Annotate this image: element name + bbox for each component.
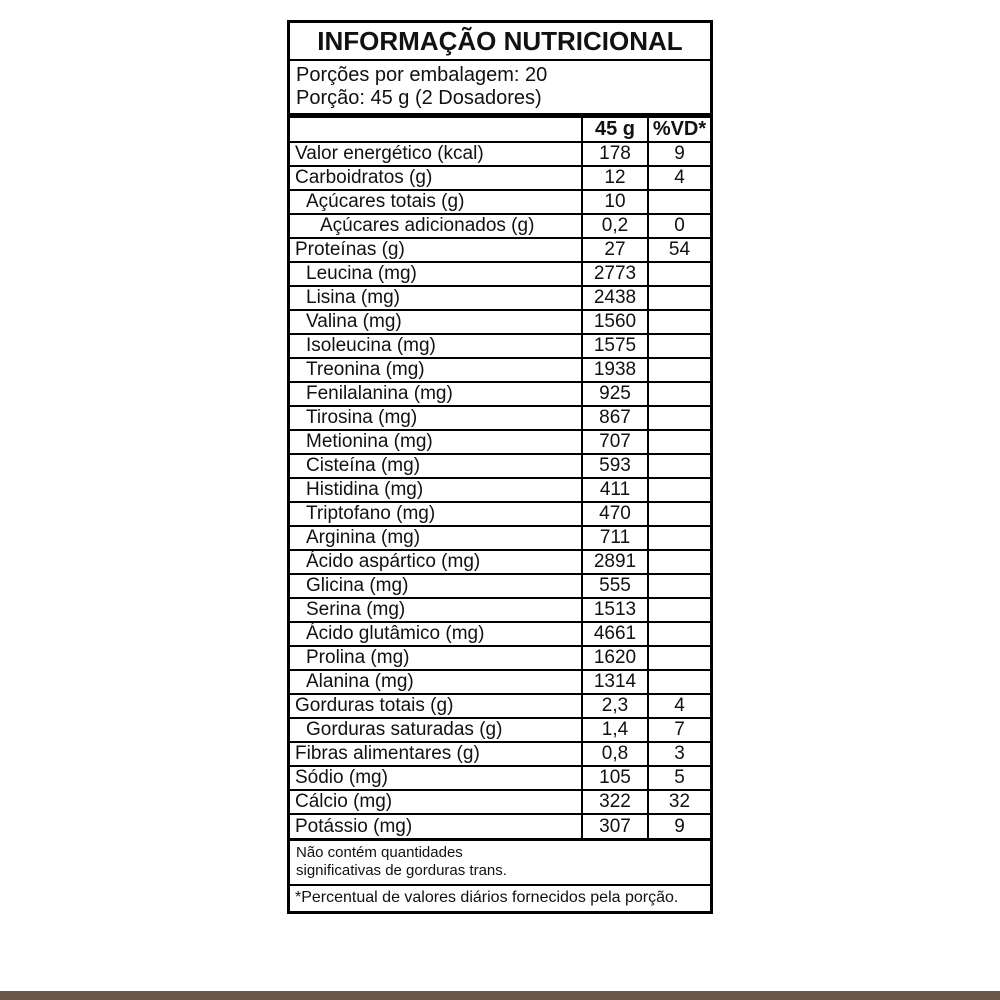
table-row bbox=[290, 310, 710, 334]
row-amount: 1560 bbox=[582, 310, 648, 334]
table-row bbox=[290, 622, 710, 646]
row-amount: 925 bbox=[582, 382, 648, 406]
row-label: Treonina (mg) bbox=[290, 358, 582, 382]
row-vd: 3 bbox=[648, 742, 710, 766]
table-row bbox=[290, 454, 710, 478]
nutrition-facts-label bbox=[287, 20, 713, 914]
table-row bbox=[290, 262, 710, 286]
row-label: Açúcares totais (g) bbox=[290, 190, 582, 214]
row-vd bbox=[648, 502, 710, 526]
row-vd bbox=[648, 598, 710, 622]
row-label: Ácido glutâmico (mg) bbox=[290, 622, 582, 646]
row-amount: 10 bbox=[582, 190, 648, 214]
table-row bbox=[290, 766, 710, 790]
row-amount: 0,8 bbox=[582, 742, 648, 766]
table-row bbox=[290, 238, 710, 262]
row-vd bbox=[648, 334, 710, 358]
row-vd bbox=[648, 358, 710, 382]
row-label: Valina (mg) bbox=[290, 310, 582, 334]
row-vd bbox=[648, 454, 710, 478]
row-amount: 1938 bbox=[582, 358, 648, 382]
row-vd: 4 bbox=[648, 166, 710, 190]
row-vd bbox=[648, 382, 710, 406]
table-row bbox=[290, 286, 710, 310]
table-header-row bbox=[290, 118, 710, 142]
row-amount: 1620 bbox=[582, 646, 648, 670]
nutrition-table bbox=[290, 118, 710, 838]
row-amount: 2773 bbox=[582, 262, 648, 286]
row-vd bbox=[648, 190, 710, 214]
row-vd: 4 bbox=[648, 694, 710, 718]
row-amount: 2,3 bbox=[582, 694, 648, 718]
col-header-empty bbox=[290, 118, 582, 142]
row-amount: 12 bbox=[582, 166, 648, 190]
table-row bbox=[290, 574, 710, 598]
table-row bbox=[290, 334, 710, 358]
trans-fat-note-line1: Não contém quantidades bbox=[296, 844, 463, 861]
row-vd bbox=[648, 430, 710, 454]
row-vd bbox=[648, 262, 710, 286]
row-label: Isoleucina (mg) bbox=[290, 334, 582, 358]
row-amount: 2891 bbox=[582, 550, 648, 574]
row-label: Serina (mg) bbox=[290, 598, 582, 622]
table-row bbox=[290, 502, 710, 526]
row-label: Açúcares adicionados (g) bbox=[290, 214, 582, 238]
servings-per-package: Porções por embalagem: 20 bbox=[296, 64, 548, 86]
row-label: Alanina (mg) bbox=[290, 670, 582, 694]
row-amount: 707 bbox=[582, 430, 648, 454]
row-vd: 54 bbox=[648, 238, 710, 262]
row-vd: 32 bbox=[648, 790, 710, 814]
nutrition-rows bbox=[290, 142, 710, 838]
row-label: Gorduras saturadas (g) bbox=[290, 718, 582, 742]
col-header-vd: %VD* bbox=[648, 118, 710, 142]
row-label: Leucina (mg) bbox=[290, 262, 582, 286]
row-label: Potássio (mg) bbox=[290, 814, 582, 838]
row-label: Cisteína (mg) bbox=[290, 454, 582, 478]
row-amount: 411 bbox=[582, 478, 648, 502]
row-label: Arginina (mg) bbox=[290, 526, 582, 550]
label-title: INFORMAÇÃO NUTRICIONAL bbox=[290, 23, 710, 61]
row-label: Carboidratos (g) bbox=[290, 166, 582, 190]
table-row bbox=[290, 670, 710, 694]
row-vd bbox=[648, 310, 710, 334]
table-row bbox=[290, 646, 710, 670]
table-row bbox=[290, 598, 710, 622]
table-row bbox=[290, 478, 710, 502]
row-label: Ácido aspártico (mg) bbox=[290, 550, 582, 574]
row-label: Lisina (mg) bbox=[290, 286, 582, 310]
row-vd bbox=[648, 526, 710, 550]
row-amount: 867 bbox=[582, 406, 648, 430]
row-amount: 1575 bbox=[582, 334, 648, 358]
row-amount: 1314 bbox=[582, 670, 648, 694]
row-amount: 1,4 bbox=[582, 718, 648, 742]
row-vd bbox=[648, 550, 710, 574]
row-amount: 4661 bbox=[582, 622, 648, 646]
row-vd bbox=[648, 622, 710, 646]
row-amount: 711 bbox=[582, 526, 648, 550]
row-amount: 555 bbox=[582, 574, 648, 598]
row-vd: 5 bbox=[648, 766, 710, 790]
row-amount: 0,2 bbox=[582, 214, 648, 238]
row-label: Fibras alimentares (g) bbox=[290, 742, 582, 766]
row-label: Gorduras totais (g) bbox=[290, 694, 582, 718]
table-row bbox=[290, 142, 710, 166]
row-amount: 178 bbox=[582, 142, 648, 166]
row-vd: 0 bbox=[648, 214, 710, 238]
row-amount: 27 bbox=[582, 238, 648, 262]
row-vd bbox=[648, 286, 710, 310]
daily-value-footnote: *Percentual de valores diários fornecidos pela porção. bbox=[290, 884, 710, 911]
row-label: Tirosina (mg) bbox=[290, 406, 582, 430]
row-label: Histidina (mg) bbox=[290, 478, 582, 502]
table-row bbox=[290, 718, 710, 742]
table-row bbox=[290, 814, 710, 838]
row-vd bbox=[648, 574, 710, 598]
row-vd bbox=[648, 646, 710, 670]
table-row bbox=[290, 526, 710, 550]
row-vd: 7 bbox=[648, 718, 710, 742]
row-label: Glicina (mg) bbox=[290, 574, 582, 598]
row-amount: 105 bbox=[582, 766, 648, 790]
row-vd bbox=[648, 478, 710, 502]
row-vd bbox=[648, 406, 710, 430]
table-row bbox=[290, 430, 710, 454]
table-row bbox=[290, 358, 710, 382]
row-amount: 307 bbox=[582, 814, 648, 838]
row-amount: 322 bbox=[582, 790, 648, 814]
row-label: Sódio (mg) bbox=[290, 766, 582, 790]
trans-fat-note bbox=[290, 838, 710, 884]
serving-info bbox=[290, 61, 710, 118]
row-amount: 593 bbox=[582, 454, 648, 478]
table-row bbox=[290, 166, 710, 190]
bottom-accent-bar bbox=[0, 991, 1000, 1000]
table-row bbox=[290, 214, 710, 238]
table-row bbox=[290, 790, 710, 814]
row-label: Valor energético (kcal) bbox=[290, 142, 582, 166]
row-amount: 1513 bbox=[582, 598, 648, 622]
row-label: Proteínas (g) bbox=[290, 238, 582, 262]
row-label: Metionina (mg) bbox=[290, 430, 582, 454]
row-amount: 2438 bbox=[582, 286, 648, 310]
table-row bbox=[290, 742, 710, 766]
row-label: Cálcio (mg) bbox=[290, 790, 582, 814]
table-row bbox=[290, 550, 710, 574]
row-vd: 9 bbox=[648, 142, 710, 166]
row-label: Prolina (mg) bbox=[290, 646, 582, 670]
row-label: Triptofano (mg) bbox=[290, 502, 582, 526]
table-row bbox=[290, 406, 710, 430]
table-row bbox=[290, 382, 710, 406]
row-vd: 9 bbox=[648, 814, 710, 838]
row-label: Fenilalanina (mg) bbox=[290, 382, 582, 406]
table-row bbox=[290, 694, 710, 718]
serving-size: Porção: 45 g (2 Dosadores) bbox=[296, 87, 542, 109]
trans-fat-note-line2: significativas de gorduras trans. bbox=[296, 862, 507, 879]
row-vd bbox=[648, 670, 710, 694]
table-row bbox=[290, 190, 710, 214]
col-header-amount: 45 g bbox=[582, 118, 648, 142]
row-amount: 470 bbox=[582, 502, 648, 526]
